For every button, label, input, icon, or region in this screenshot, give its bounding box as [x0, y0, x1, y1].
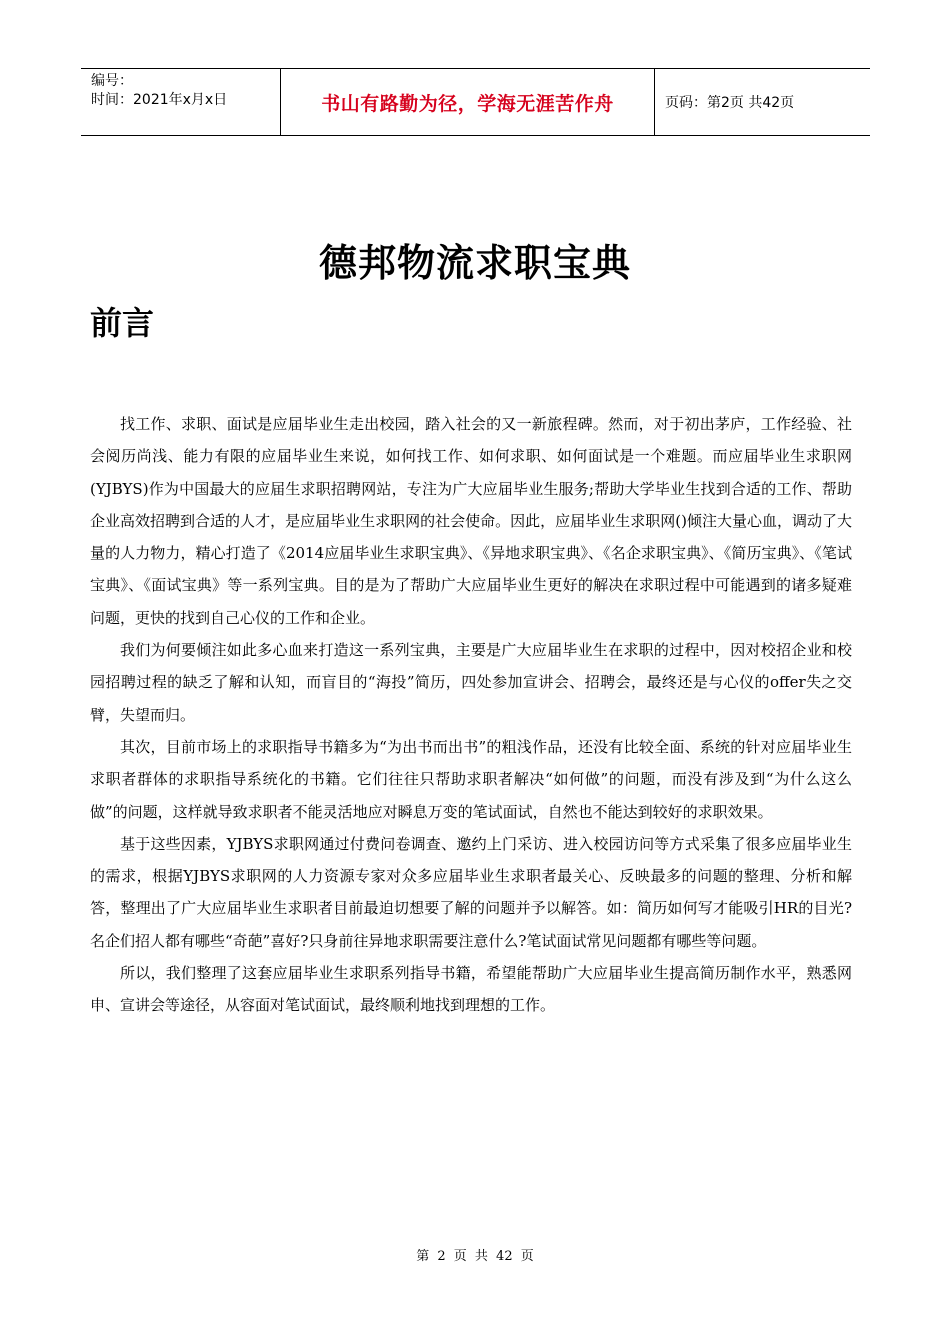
serial-number-label: 编号： — [91, 73, 133, 89]
paragraph: 所以，我们整理了这套应届毕业生求职系列指导书籍，希望能帮助广大应届毕业生提高简历制作水平，熟悉网申、宣讲会等途径，从容面对笔试面试，最终顺利地找到理想的工作。 — [90, 964, 852, 1015]
header-page-info: 页码：第2页 共42页 — [665, 95, 795, 111]
paragraph: 其次，目前市场上的求职指导书籍多为“为出书而出书”的粗浅作品，还没有比较全面、系统的针对应届毕业生求职者群体的求职指导系统化的书籍。它们往往只帮助求职者解决“如何做”的问题，而没有涉及到“为什么这么做”的问题，这样就导致求职者不能灵活地应对瞬息万变的笔试面试，自然也不能达到较好的求职效果。 — [90, 737, 852, 821]
header-motto: 书山有路勤为径，学海无涯苦作舟 — [281, 69, 655, 135]
header-meta — [81, 69, 281, 135]
paragraph: 找工作、求职、面试是应届毕业生走出校园，踏入社会的又一新旅程碑。然而，对于初出茅庐，工作经验、社会阅历尚浅、能力有限的应届毕业生来说，如何找工作、如何求职、如何面试是一个难题。而应届毕业生求职网(YJBYS)作为中国最大的应届生求职招聘网站，专注为广大应届毕业生服务;帮助大学毕业生找到合适的工作、帮助企业高效招聘到合适的人才，是应届毕业生求职网的社会使命。因此，应届毕业生求职网()倾注大量心血，调动了大量的人力物力，精心打造了《2014应届毕业生求职宝典》、《异地求职宝典》、《名企求职宝典》、《简历宝典》、《笔试宝典》、《面试宝典》等一系列宝典。目的是为了帮助广大应届毕业生更好的解决在求职过程中可能遇到的诸多疑难问题，更快的找到自己心仪的工作和企业。 — [90, 415, 852, 627]
paragraph: 基于这些因素，YJBYS求职网通过付费问卷调查、邀约上门采访、进入校园访问等方式采集了很多应届毕业生的需求，根据YJBYS求职网的人力资源专家对众多应届毕业生求职者最关心、反映最多的问题的整理、分析和解答，整理出了广大应届毕业生求职者目前最迫切想要了解的问题并予以解答。如：简历如何写才能吸引HR的目光?名企们招人都有哪些“奇葩”喜好?只身前往异地求职需要注意什么?笔试面试常见问题都有哪些等问题。 — [90, 834, 852, 950]
paragraph: 我们为何要倾注如此多心血来打造这一系列宝典，主要是广大应届毕业生在求职的过程中，因对校招企业和校园招聘过程的缺乏了解和认知，而盲目的“海投”简历，四处参加宣讲会、招聘会，最终还是与心仪的offer失之交臂，失望而归。 — [90, 641, 852, 724]
body-text — [90, 408, 852, 1022]
section-heading: 前言 — [90, 304, 155, 342]
document-title: 德邦物流求职宝典 — [318, 241, 631, 285]
page-footer: 第 2 页 共 42 页 — [416, 1249, 534, 1264]
date-line: 时间：2021年x月x日 — [91, 92, 228, 108]
page-header — [81, 68, 870, 136]
